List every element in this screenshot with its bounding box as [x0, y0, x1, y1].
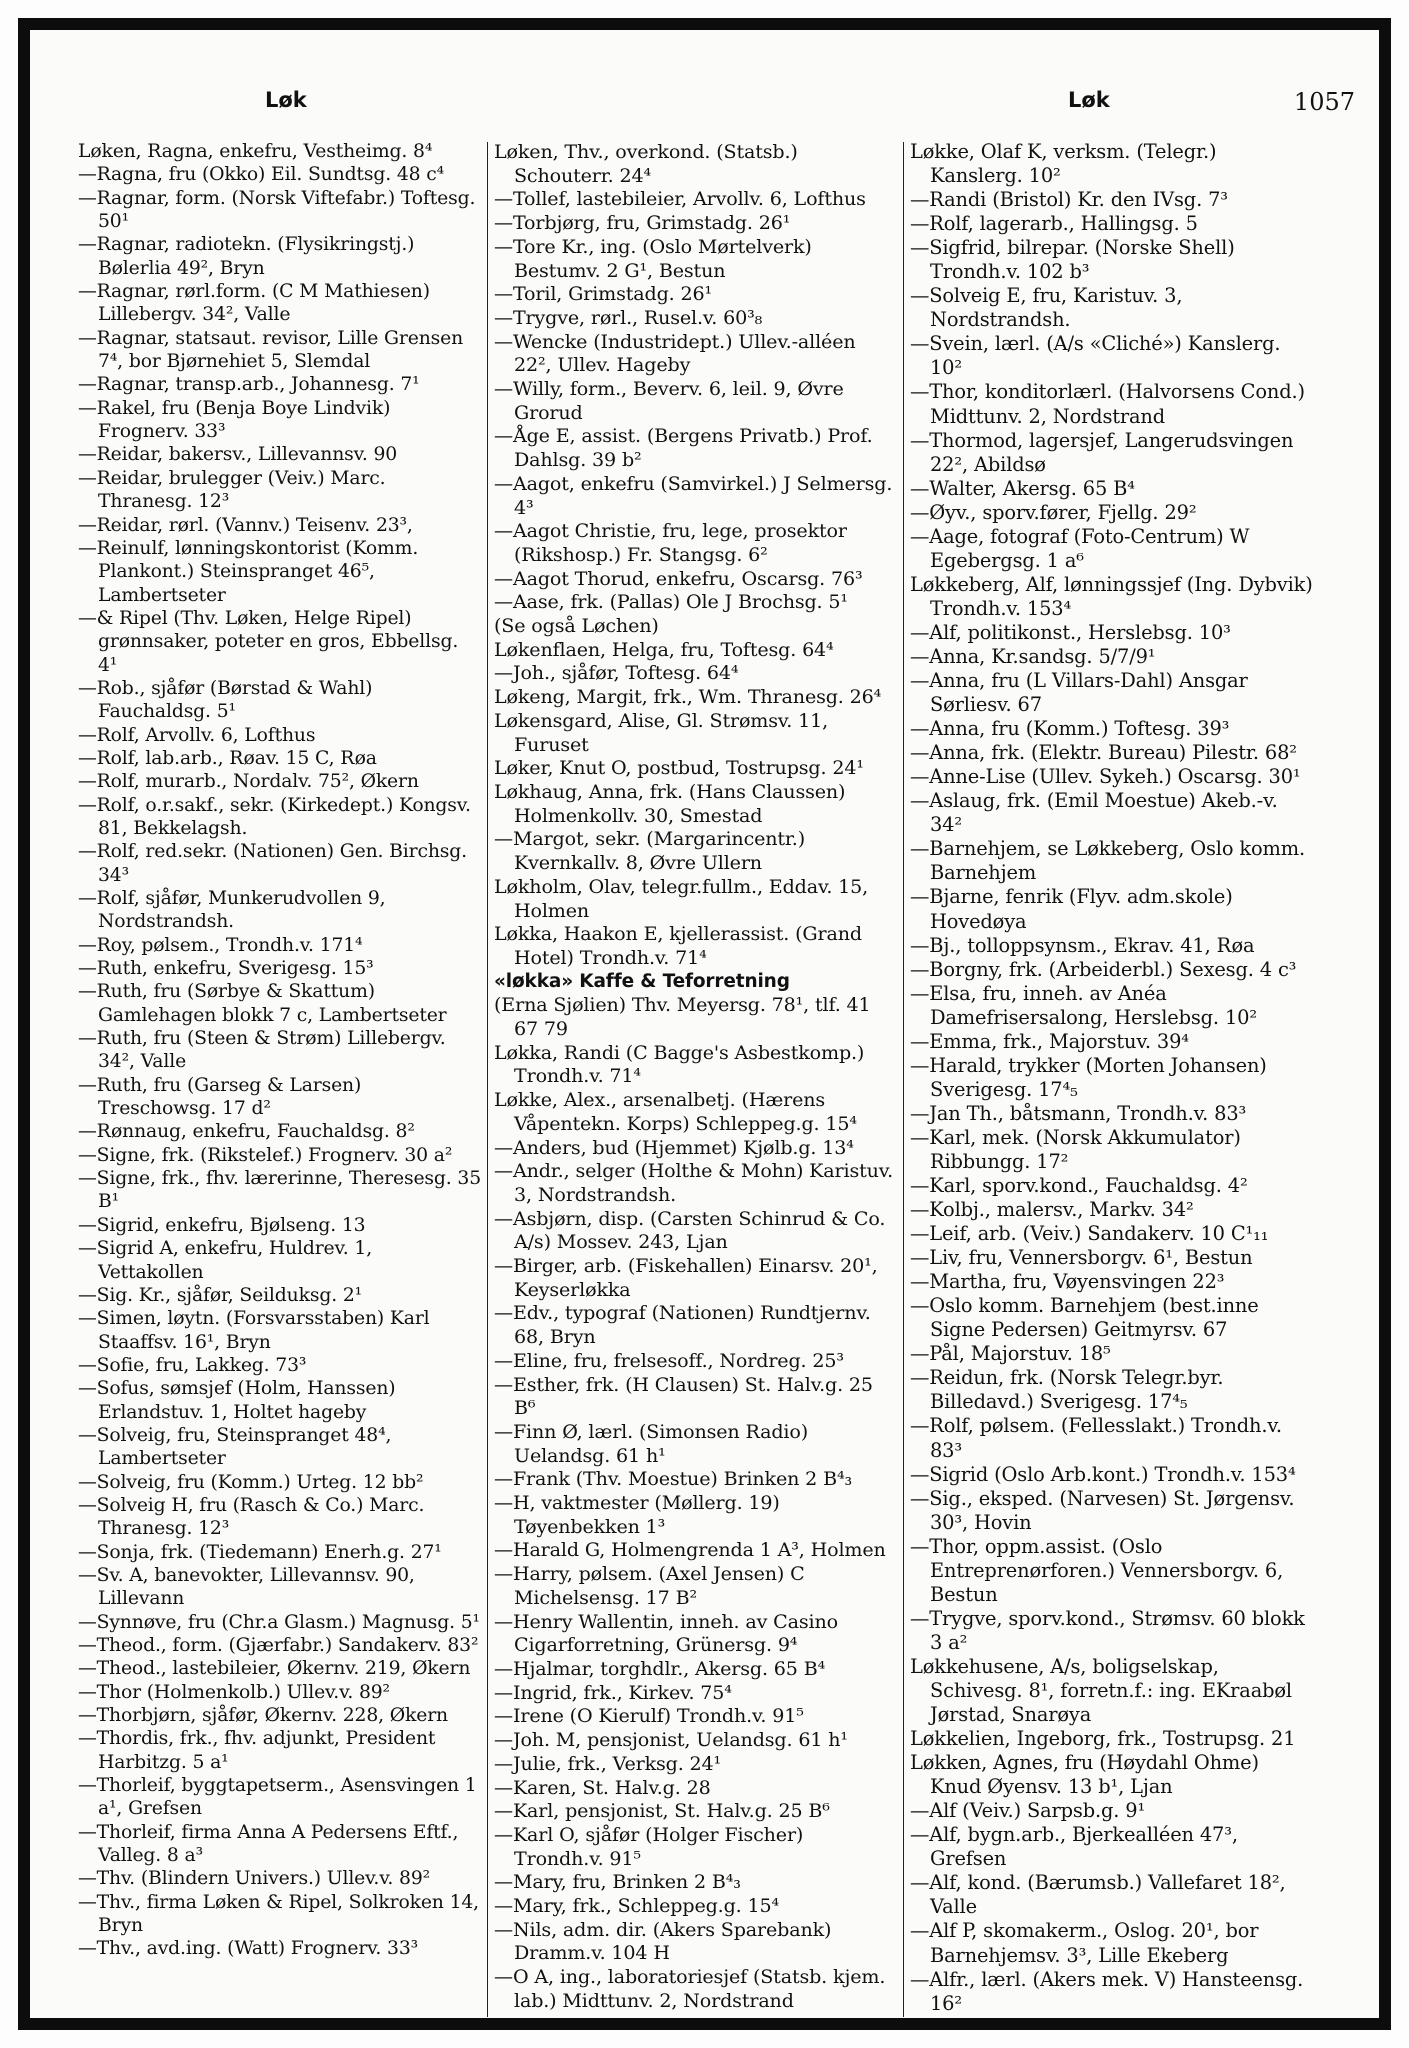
directory-entry: —Rolf, sjåfør, Munkerudvollen 9, Nordstrandsh. — [78, 888, 386, 933]
directory-entry: —Rønnaug, enkefru, Fauchaldsg. 8² — [78, 1121, 415, 1143]
directory-entry: —Karl, mek. (Norsk Akkumulator) Ribbungg. 17² — [910, 1125, 1241, 1173]
directory-entry: —Reidun, frk. (Norsk Telegr.byr. Billedavd.) Sverigesg. 17⁴₅ — [910, 1366, 1224, 1414]
directory-entry: Løkhaug, Anna, frk. (Hans Claussen) Holmenkollv. 30, Smestad — [494, 779, 846, 827]
directory-entry: —Ragna, fru (Okko) Eil. Sundtsg. 48 c⁴ — [78, 164, 445, 186]
directory-entry: —Joh., sjåfør, Toftesg. 64⁴ — [494, 661, 739, 685]
directory-entry: —Alfr., lærl. (Akers mek. V) Hansteensg. 16² — [910, 1967, 1304, 2015]
directory-entry: —Reidar, bakersv., Lillevannsv. 90 — [78, 444, 398, 466]
directory-entry: —Harry, pølsem. (Axel Jensen) C Michelsensg. 17 B² — [494, 1562, 805, 1609]
directory-entry: —Karl O, sjåfør (Holger Fischer) Trondh.v. 91⁵ — [494, 1822, 804, 1870]
directory-entry: —Aase, frk. (Pallas) Ole J Brochsg. 5¹ — [494, 590, 848, 614]
directory-entry: «løkka» Kaffe & Teforretning — [494, 970, 790, 992]
directory-entry: —Rolf, lab.arb., Røav. 15 C, Røa — [78, 747, 377, 769]
directory-entry: —Anna, fru (L Villars-Dahl) Ansgar Sørliesv. 67 — [910, 669, 1248, 717]
directory-entry: —Sofie, fru, Lakkeg. 73³ — [78, 1354, 307, 1376]
directory-entry: —Wencke (Industridept.) Ullev.-alléen 22², Ullev. Hageby — [494, 329, 856, 377]
directory-entry: —Liv, fru, Vennersborgv. 6¹, Bestun — [910, 1246, 1253, 1270]
directory-entry: —Nils, adm. dir. (Akers Sparebank) Dramm.v. 104 H — [494, 1917, 832, 1965]
directory-entry: —Reidar, brulegger (Veiv.) Marc. Thranesg. 12³ — [78, 467, 386, 513]
directory-entry: Løken, Thv., overkond. (Statsb.) Schouterr. 24⁴ — [494, 140, 798, 187]
directory-entry: —Eline, fru, frelsesoff., Nordreg. 25³ — [494, 1348, 844, 1372]
directory-entry: —H, vaktmester (Møllerg. 19) Tøyenbekken 1³ — [494, 1491, 780, 1538]
directory-entry: —O A, ing., laboratoriesjef (Statsb. kjem. lab.) Midttunv. 2, Nordstrand — [494, 1965, 886, 2012]
directory-entry: Løkeng, Margit, frk., Wm. Thranesg. 26⁴ — [494, 685, 882, 709]
directory-entry: Løkkehusene, A/s, boligselskap, Schivesg. 8¹, forretn.f.: ing. EKraabøl Jørstad, Snarøya — [910, 1654, 1292, 1727]
directory-entry: —Harald, trykker (Morten Johansen) Sverigesg. 17⁴₅ — [910, 1053, 1267, 1101]
directory-entry: —Alf, politikonst., Herslebsg. 10³ — [910, 620, 1231, 644]
directory-entry: Løkkelien, Ingeborg, frk., Tostrupsg. 21 — [910, 1727, 1296, 1751]
directory-entry: —Aagot Thorud, enkefru, Oscarsg. 76³ — [494, 566, 863, 590]
directory-entry: Løkka, Randi (C Bagge's Asbestkomp.) Trondh.v. 71⁴ — [494, 1040, 865, 1088]
directory-entry: —Theod., lastebileier, Økernv. 219, Økern — [78, 1658, 471, 1680]
directory-entry: —Pål, Majorstuv. 18⁵ — [910, 1342, 1111, 1366]
directory-entry: —Øyv., sporv.fører, Fjellg. 29² — [910, 500, 1197, 524]
directory-entry: —Solveig H, fru (Rasch & Co.) Marc. Thranesg. 12³ — [78, 1494, 425, 1540]
directory-entry: —Bjarne, fenrik (Flyv. adm.skole) Hovedøya — [910, 885, 1233, 933]
directory-entry: Løkken, Agnes, fru (Høydahl Ohme) Knud Øyensv. 13 b¹, Ljan — [910, 1751, 1259, 1799]
directory-entry: —& Ripel (Thv. Løken, Helge Ripel) grønnsaker, poteter en gros, Ebbellsg. 4¹ — [78, 607, 459, 676]
directory-entry: —Aslaug, frk. (Emil Moestue) Akeb.-v. 34² — [910, 789, 1278, 837]
directory-entry: —Rolf, Arvollv. 6, Lofthus — [78, 724, 316, 746]
directory-entry: —Theod., form. (Gjærfabr.) Sandakerv. 83² — [78, 1635, 479, 1656]
directory-entry: —Ingrid, frk., Kirkev. 75⁴ — [494, 1680, 732, 1704]
directory-entry: (Erna Sjølien) Thv. Meyersg. 78¹, tlf. 41 67 79 — [494, 993, 871, 1041]
directory-entry: —Borgny, frk. (Arbeiderbl.) Sexesg. 4 c³ — [910, 957, 1297, 981]
directory-entry: —Roy, pølsem., Trondh.v. 171⁴ — [78, 934, 363, 956]
directory-entry: —Reidar, rørl. (Vannv.) Teisenv. 23³, — [78, 514, 413, 536]
directory-entry: —Thormod, lagersjef, Langerudsvingen 22², Abildsø — [910, 428, 1294, 476]
right-running-head: Løk — [1068, 88, 1110, 112]
directory-entry: —Solveig, fru, Steinspranget 48⁴, Lambertseter — [78, 1424, 392, 1470]
directory-entry: —Ragnar, transp.arb., Johannesg. 7¹ — [78, 374, 420, 396]
directory-entry: —Karen, St. Halv.g. 28 — [494, 1775, 711, 1799]
directory-entry: —Anna, frk. (Elektr. Bureau) Pilestr. 68² — [910, 741, 1297, 765]
directory-entry: —Kolbj., malersv., Markv. 34² — [910, 1198, 1194, 1222]
directory-entry: Løkenflaen, Helga, fru, Toftesg. 64⁴ — [494, 637, 834, 661]
directory-entry: —Barnehjem, se Løkkeberg, Oslo komm. Barnehjem — [910, 837, 1305, 885]
directory-entry: Løkensgard, Alise, Gl. Strømsv. 11, Furuset — [494, 708, 829, 756]
directory-entry: —Irene (O Kierulf) Trondh.v. 91⁵ — [494, 1704, 804, 1728]
column-divider — [903, 142, 904, 2017]
directory-column-1 — [78, 140, 482, 2028]
directory-entry: —Sig. Kr., sjåfør, Seilduksg. 2¹ — [78, 1284, 363, 1306]
directory-entry: —Svein, lærl. (A/s «Cliché») Kanslerg. 10² — [910, 332, 1281, 380]
directory-entry: —Hjalmar, torghdlr., Akersg. 65 B⁴ — [494, 1657, 826, 1680]
page-number: 1057 — [1293, 88, 1355, 116]
directory-entry: —Jan Th., båtsmann, Trondh.v. 83³ — [910, 1101, 1247, 1125]
directory-entry: —Aagot, enkefru (Samvirkel.) J Selmersg. 4³ — [494, 471, 893, 519]
directory-entry: —Rob., sjåfør (Børstad & Wahl) Fauchaldsg. 5¹ — [78, 677, 373, 723]
directory-entry: —Thor, konditorlærl. (Halvorsens Cond.) Midttunv. 2, Nordstrand — [910, 380, 1305, 428]
directory-entry: —Julie, frk., Verksg. 24¹ — [494, 1751, 722, 1775]
directory-entry: Løkkeberg, Alf, lønningssjef (Ing. Dybvik) Trondh.v. 153⁴ — [910, 572, 1313, 620]
directory-entry: —Henry Wallentin, inneh. av Casino Cigarforretning, Grünersg. 9⁴ — [494, 1609, 838, 1657]
directory-entry: —Harald G, Holmengrenda 1 A³, Holmen — [494, 1538, 886, 1562]
directory-entry: —Sigrid A, enkefru, Huldrev. 1, Vettakollen — [78, 1238, 373, 1283]
directory-entry: —Thorleif, firma Anna A Pedersens Eftf., Valleg. 8 a³ — [78, 1821, 459, 1867]
directory-entry: —Oslo komm. Barnehjem (best.inne Signe Pedersen) Geitmyrsv. 67 — [910, 1294, 1259, 1342]
directory-entry: —Bj., tolloppsynsm., Ekrav. 41, Røa — [910, 933, 1255, 957]
directory-entry: —Alf, bygn.arb., Bjerkealléen 47³, Grefsen — [910, 1823, 1238, 1871]
directory-entry: —Alf, kond. (Bærumsb.) Vallefaret 18², Valle — [910, 1871, 1286, 1919]
directory-entry: —Leif, arb. (Veiv.) Sandakerv. 10 C¹₁₁ — [910, 1222, 1269, 1246]
left-running-head: Løk — [265, 88, 307, 112]
directory-entry: —Alf P, skomakerm., Oslog. 20¹, bor Barnehjemsv. 3³, Lille Ekeberg — [910, 1919, 1259, 1967]
directory-entry: —Asbjørn, disp. (Carsten Schinrud & Co. A/s) Mossev. 243, Ljan — [494, 1206, 886, 1254]
directory-entry: —Anna, Kr.sandsg. 5/7/9¹ — [910, 644, 1156, 668]
directory-entry: —Karl, pensjonist, St. Halv.g. 25 B⁶ — [494, 1799, 830, 1823]
directory-entry: —Frank (Thv. Moestue) Brinken 2 B⁴₃ — [494, 1467, 852, 1491]
directory-entry: —Karl, sporv.kond., Fauchaldsg. 4² — [910, 1174, 1248, 1198]
directory-entry: —Ragnar, radiotekn. (Flysikringstj.) Bølerlia 49², Bryn — [78, 234, 415, 279]
directory-entry: —Martha, fru, Vøyensvingen 22³ — [910, 1270, 1225, 1294]
directory-entry: —Tore Kr., ing. (Oslo Mørtelverk) Bestumv. 2 G¹, Bestun — [494, 234, 812, 282]
directory-entry: —Walter, Akersg. 65 B⁴ — [910, 476, 1135, 500]
directory-entry: —Thv. (Blindern Univers.) Ullev.v. 89² — [78, 1868, 431, 1890]
directory-entry: —Thor, oppm.assist. (Oslo Entreprenørforen.) Vennersborgv. 6, Bestun — [910, 1534, 1284, 1606]
directory-entry: —Thor (Holmenkolb.) Ullev.v. 89² — [78, 1681, 390, 1703]
directory-entry: —Mary, fru, Brinken 2 B⁴₃ — [494, 1870, 741, 1894]
directory-entry: —Aage, fotograf (Foto-Centrum) W Egebergsg. 1 a⁶ — [910, 524, 1250, 572]
directory-entry: —Thorbjørn, sjåfør, Økernv. 228, Økern — [78, 1705, 448, 1727]
directory-entry: —Rolf, pølsem. (Fellesslakt.) Trondh.v. 83³ — [910, 1414, 1282, 1462]
directory-entry: —Ruth, fru (Garseg & Larsen) Treschowsg. 17 d² — [78, 1074, 362, 1120]
directory-entry: —Birger, arb. (Fiskehallen) Einarsv. 20¹, Keyserløkka — [494, 1254, 878, 1301]
directory-entry: —Signe, frk. (Rikstelef.) Frognerv. 30 a² — [78, 1144, 453, 1166]
directory-entry: —Thorleif, byggtapetserm., Asensvingen 1 a¹, Grefsen — [78, 1775, 477, 1820]
directory-entry: —Rolf, lagerarb., Hallingsg. 5 — [910, 212, 1198, 236]
directory-entry: —Tollef, lastebileier, Arvollv. 6, Lofthus — [494, 187, 866, 211]
directory-entry: Løkke, Alex., arsenalbetj. (Hærens Våpentekn. Korps) Schleppeg.g. 15⁴ — [494, 1088, 857, 1135]
directory-entry: —Torbjørg, fru, Grimstadg. 26¹ — [494, 211, 791, 235]
directory-entry: Løkholm, Olav, telegr.fullm., Eddav. 15, Holmen — [494, 874, 869, 922]
directory-entry: —Willy, form., Beverv. 6, leil. 9, Øvre Grorud — [494, 377, 844, 424]
directory-entry: —Anna, fru (Komm.) Toftesg. 39³ — [910, 717, 1230, 741]
directory-entry: Løkka, Haakon E, kjellerassist. (Grand Hotel) Trondh.v. 71⁴ — [494, 922, 862, 969]
directory-entry: —Sigrid (Oslo Arb.kont.) Trondh.v. 153⁴ — [910, 1462, 1296, 1486]
directory-entry: —Sigfrid, bilrepar. (Norske Shell) Trondh.v. 102 b³ — [910, 236, 1235, 284]
directory-entry: —Trygve, rørl., Rusel.v. 60³₈ — [494, 305, 763, 329]
directory-page — [18, 18, 1391, 2030]
directory-entry: —Rakel, fru (Benja Boye Lindvik) Frognerv. 33³ — [78, 397, 391, 443]
directory-entry: —Finn Ø, lærl. (Simonsen Radio) Uelandsg. 61 h¹ — [494, 1419, 809, 1467]
directory-entry: —Rolf, o.r.sakf., sekr. (Kirkedept.) Kongsv. 81, Bekkelagsh. — [78, 794, 471, 839]
directory-entry: —Solveig, fru (Komm.) Urteg. 12 bb² — [78, 1471, 424, 1493]
directory-entry: —Thv., avd.ing. (Watt) Frognerv. 33³ — [78, 1938, 419, 1960]
directory-entry: Løker, Knut O, postbud, Tostrupsg. 24¹ — [494, 756, 864, 780]
directory-entry: —Sv. A, banevokter, Lillevannsv. 90, Lillevann — [78, 1564, 415, 1610]
directory-entry: —Alf (Veiv.) Sarpsb.g. 9¹ — [910, 1799, 1146, 1823]
directory-entry: —Mary, frk., Schleppeg.g. 15⁴ — [494, 1894, 779, 1918]
directory-entry: Løkke, Olaf K, verksm. (Telegr.) Kanslerg. 10² — [910, 140, 1217, 188]
directory-entry: —Elsa, fru, inneh. av Anéa Damefrisersalong, Herslebsg. 10² — [910, 981, 1257, 1029]
directory-entry: —Thordis, frk., fhv. adjunkt, President Harbitzg. 5 a¹ — [78, 1728, 436, 1773]
directory-entry: —Solveig E, fru, Karistuv. 3, Nordstrandsh. — [910, 284, 1183, 332]
directory-entry: —Anne-Lise (Ullev. Sykeh.) Oscarsg. 30¹ — [910, 765, 1301, 789]
directory-entry: —Simen, løytn. (Forsvarsstaben) Karl Staaffsv. 16¹, Bryn — [78, 1308, 430, 1353]
directory-entry: (Se også Løchen) — [494, 614, 659, 638]
directory-entry: —Andr., selger (Holthe & Mohn) Karistuv. 3, Nordstrandsh. — [494, 1159, 894, 1206]
directory-entry: —Sofus, sømsjef (Holm, Hanssen) Erlandstuv. 1, Holtet hageby — [78, 1378, 396, 1423]
directory-entry: —Joh. M, pensjonist, Uelandsg. 61 h¹ — [494, 1728, 848, 1752]
directory-entry: —Edv., typograf (Nationen) Rundtjernv. 68, Bryn — [494, 1301, 871, 1349]
directory-column-3 — [910, 140, 1314, 2028]
column-divider — [487, 142, 488, 2017]
page-header — [30, 88, 1379, 128]
directory-entry: —Ruth, enkefru, Sverigesg. 15³ — [78, 958, 374, 980]
directory-entry: —Ruth, fru (Steen & Strøm) Lillebergv. 34², Valle — [78, 1028, 446, 1073]
directory-entry: —Trygve, sporv.kond., Strømsv. 60 blokk 3 a² — [910, 1606, 1305, 1654]
directory-entry: —Sonja, frk. (Tiedemann) Enerh.g. 27¹ — [78, 1541, 442, 1563]
directory-entry: —Thv., firma Løken & Ripel, Solkroken 14, Bryn — [78, 1891, 479, 1937]
directory-entry: —Rolf, murarb., Nordalv. 75², Økern — [78, 771, 419, 793]
directory-entry: —Margot, sekr. (Margarincentr.) Kvernkallv. 8, Øvre Ullern — [494, 827, 806, 875]
directory-entry: —Signe, frk., fhv. lærerinne, Theresesg. 35 B¹ — [78, 1168, 482, 1213]
directory-column-2 — [494, 140, 898, 2028]
directory-entry: —Synnøve, fru (Chr.a Glasm.) Magnusg. 5¹ — [78, 1611, 480, 1633]
directory-entry: —Rolf, red.sekr. (Nationen) Gen. Birchsg. 34³ — [78, 841, 467, 886]
directory-entry: —Ragnar, form. (Norsk Viftefabr.) Toftesg. 50¹ — [78, 187, 476, 233]
directory-entry: —Emma, frk., Majorstuv. 39⁴ — [910, 1029, 1189, 1053]
directory-entry: Løken, Ragna, enkefru, Vestheimg. 8⁴ — [78, 141, 433, 162]
directory-entry: —Aagot Christie, fru, lege, prosektor (Rikshosp.) Fr. Stangsg. 6² — [494, 519, 847, 566]
directory-entry: —Reinulf, lønningskontorist (Komm. Plankont.) Steinspranget 46⁵, Lambertseter — [78, 537, 419, 606]
directory-entry: —Esther, frk. (H Clausen) St. Halv.g. 25 B⁶ — [494, 1372, 873, 1420]
directory-entry: —Ragnar, rørl.form. (C M Mathiesen) Lillebergv. 34², Valle — [78, 281, 430, 326]
directory-entry: —Randi (Bristol) Kr. den IVsg. 7³ — [910, 188, 1228, 212]
directory-entry: —Åge E, assist. (Bergens Privatb.) Prof. Dahlsg. 39 b² — [494, 424, 873, 472]
directory-entry: —Toril, Grimstadg. 26¹ — [494, 282, 713, 306]
directory-entry: —Ruth, fru (Sørbye & Skattum) Gamlehagen blokk 7 c, Lambertseter — [78, 981, 447, 1026]
directory-entry: —Anders, bud (Hjemmet) Kjølb.g. 13⁴ — [494, 1135, 854, 1159]
directory-entry: —Ragnar, statsaut. revisor, Lille Grensen 7⁴, bor Bjørnehiet 5, Slemdal — [78, 327, 464, 373]
directory-entry: —Sig., eksped. (Narvesen) St. Jørgensv. 30³, Hovin — [910, 1486, 1295, 1534]
directory-entry: —Sigrid, enkefru, Bjølseng. 13 — [78, 1214, 366, 1236]
